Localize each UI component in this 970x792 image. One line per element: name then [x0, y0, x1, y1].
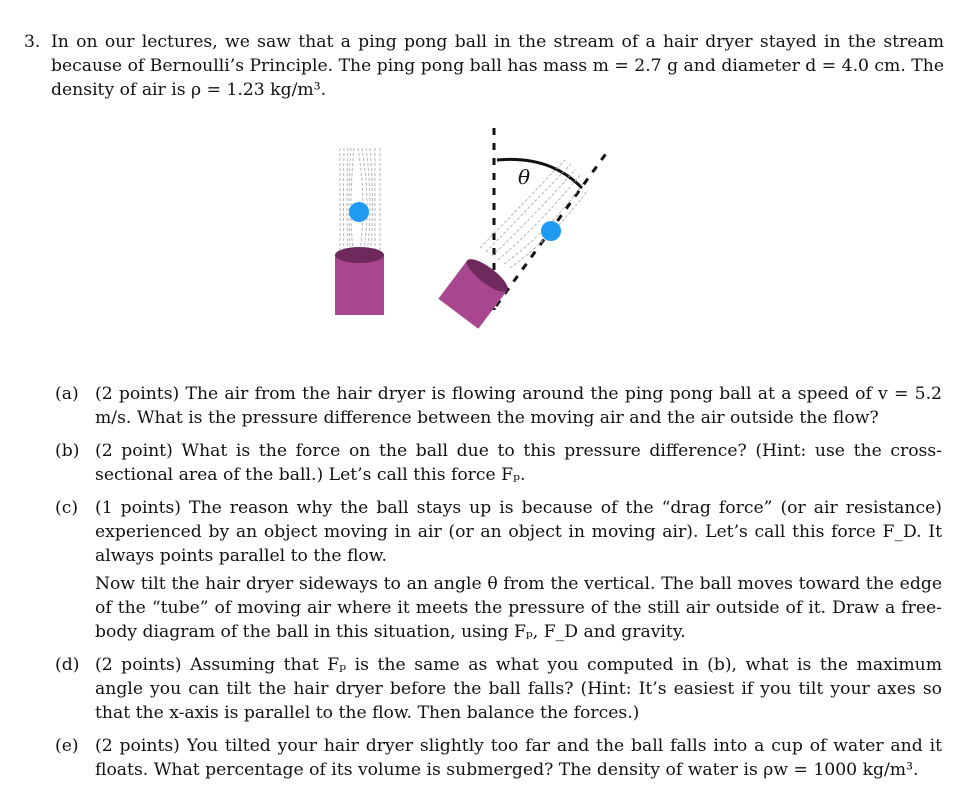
ball-vertical: [349, 202, 369, 222]
part-c-continuation: Now tilt the hair dryer sideways to an angle θ from the vertical. The ball moves toward the edge of the “tube” of moving air where it meets the pressure of the still air outside of it. Draw a free-body diagram of the ball in this situation, using Fₚ, F_D and gravity.: [95, 574, 942, 642]
problem-intro: In on our lectures, we saw that a ping pong ball in the stream of a hair dryer stayed in the stream because of Bernoulli’s Principle. The ping pong ball has mass m = 2.7 g and diameter d = 4.0 cm. The density of air is ρ = 1.23 kg/m³.: [51, 32, 944, 100]
dryer-opening-vertical: [335, 247, 384, 263]
theta-label: θ: [518, 165, 531, 189]
problem-number: 3.: [24, 32, 41, 52]
part-c: [55, 496, 942, 644]
part-label: (e): [55, 736, 79, 756]
vertical-dryer-scene: [335, 148, 384, 315]
part-label: (b): [55, 441, 80, 461]
part-d: [55, 653, 942, 725]
part-e: [55, 734, 942, 782]
part-b: [55, 439, 942, 487]
tilted-dryer-scene: [438, 128, 610, 329]
part-text: (2 points) Assuming that Fₚ is the same as what you computed in (b), what is the maximum angle you can tilt the hair dryer before the ball falls? (Hint: It’s easiest if you tilt your axes so that the x-axis is parallel to the flow. Then balance the forces.): [95, 655, 942, 723]
part-text: (2 points) You tilted your hair dryer slightly too far and the ball falls into a cup of water and it floats. What percentage of its volume is submerged? The density of water is ρw = 1000 kg/m³.: [95, 736, 942, 780]
part-label: (c): [55, 498, 79, 518]
figure-hair-dryer: [320, 120, 630, 330]
theta-arc: [497, 159, 582, 188]
part-text: (1 points) The reason why the ball stays up is because of the “drag force” (or air resistance) experienced by an object moving in air (or an object in moving air). Let’s call this force F_D. It always points parallel to the flow.: [95, 498, 942, 566]
parts-list: [55, 382, 942, 791]
part-text: (2 point) What is the force on the ball due to this pressure difference? (Hint: use the cross-sectional area of the ball.) Let’s call this force Fₚ.: [95, 441, 942, 485]
part-text: (2 points) The air from the hair dryer is flowing around the ping pong ball at a speed of v = 5.2 m/s. What is the pressure difference between the moving air and the air outside the flow?: [95, 384, 942, 428]
part-a: [55, 382, 942, 430]
part-label: (a): [55, 384, 79, 404]
dryer-tilted-group: [438, 254, 512, 329]
figure-svg: [320, 120, 630, 330]
ball-tilted: [541, 221, 561, 241]
part-label: (d): [55, 655, 80, 675]
dryer-body-vertical: [335, 255, 384, 315]
